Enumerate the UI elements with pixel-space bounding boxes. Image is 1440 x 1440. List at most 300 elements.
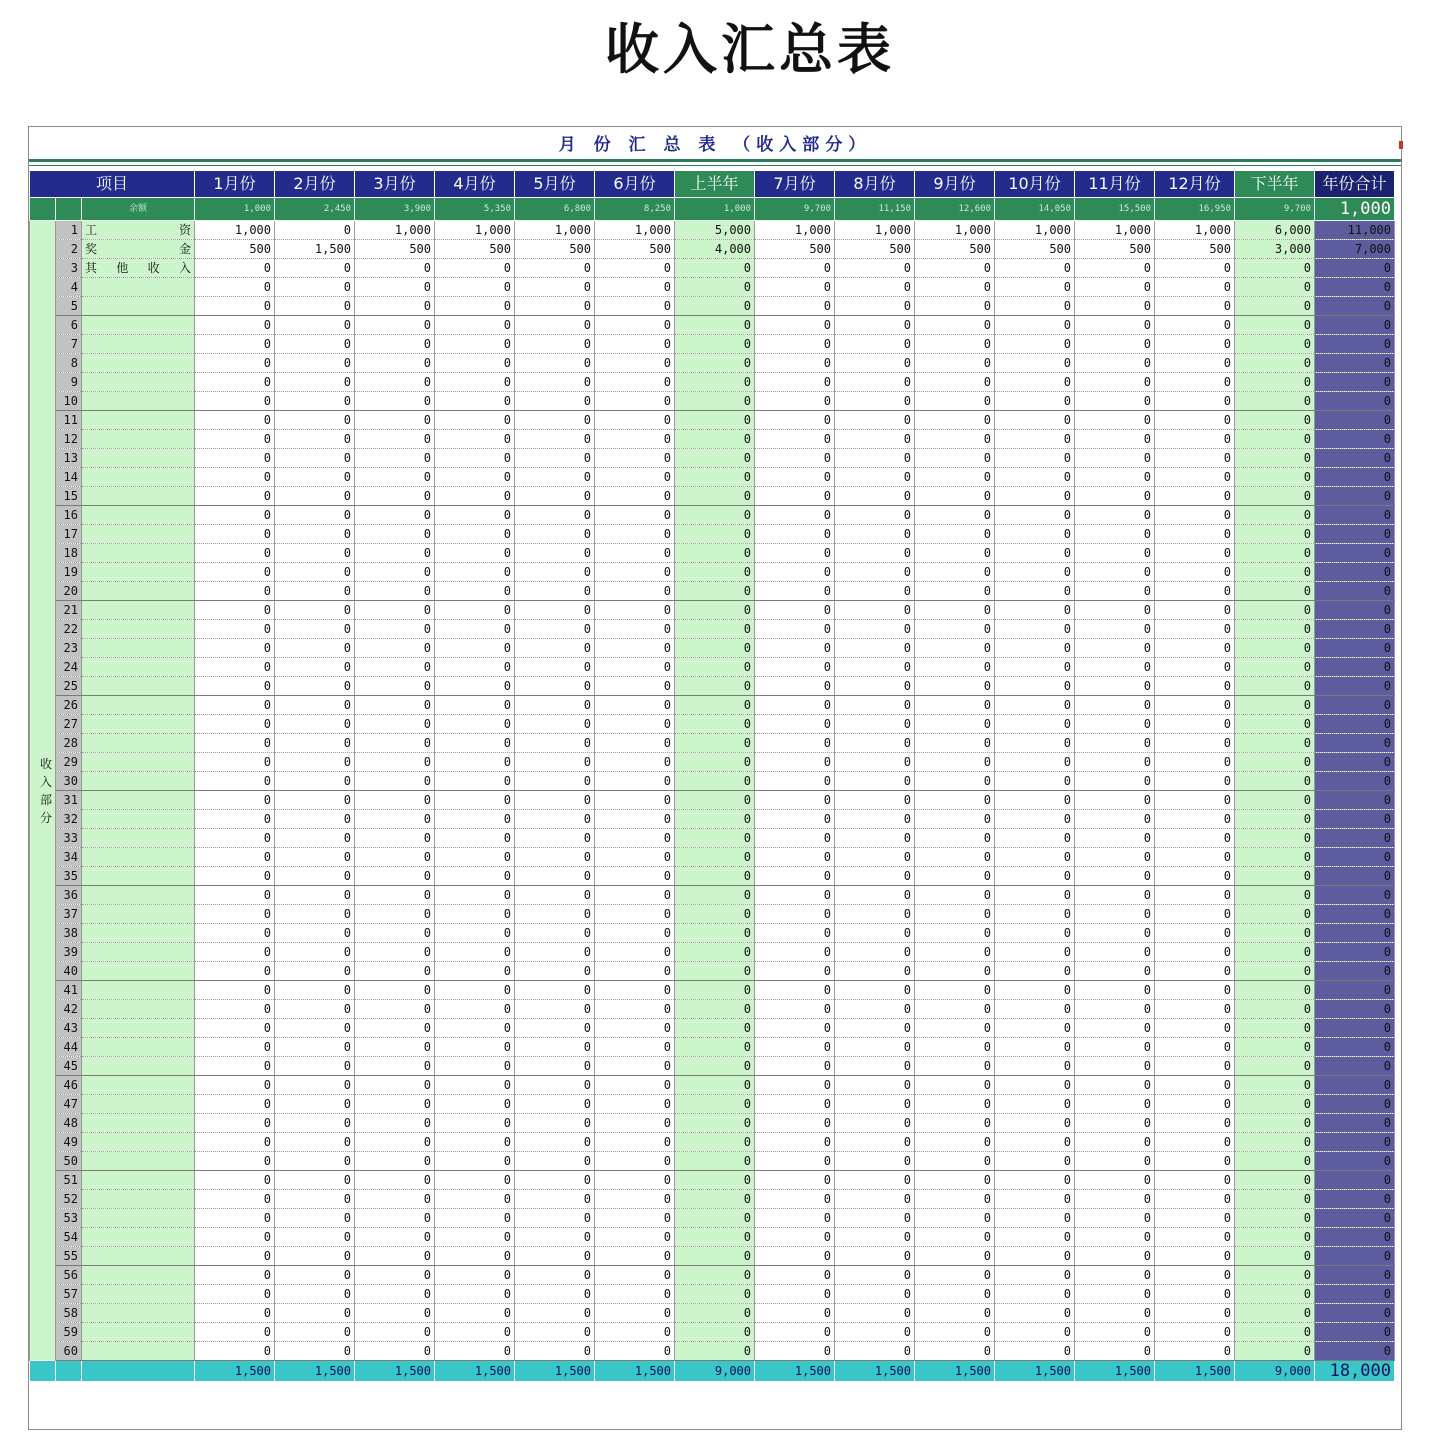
value-cell[interactable]: 0: [995, 544, 1075, 563]
value-cell[interactable]: 0: [1235, 506, 1315, 525]
value-cell[interactable]: 0: [195, 563, 275, 582]
value-cell[interactable]: 0: [755, 1266, 835, 1285]
value-cell[interactable]: 0: [515, 1304, 595, 1323]
value-cell[interactable]: 0: [515, 962, 595, 981]
row-item[interactable]: [82, 430, 195, 449]
value-cell[interactable]: 0: [1315, 677, 1395, 696]
value-cell[interactable]: 0: [195, 791, 275, 810]
value-cell[interactable]: 0: [1155, 1038, 1235, 1057]
value-cell[interactable]: 0: [1075, 582, 1155, 601]
value-cell[interactable]: 0: [1155, 563, 1235, 582]
value-cell[interactable]: 0: [755, 620, 835, 639]
value-cell[interactable]: 0: [835, 791, 915, 810]
value-cell[interactable]: 0: [435, 1342, 515, 1361]
value-cell[interactable]: 0: [515, 715, 595, 734]
value-cell[interactable]: 0: [1235, 1304, 1315, 1323]
value-cell[interactable]: 0: [995, 772, 1075, 791]
value-cell[interactable]: 0: [1315, 1076, 1395, 1095]
value-cell[interactable]: 0: [595, 1171, 675, 1190]
value-cell[interactable]: 0: [195, 867, 275, 886]
value-cell[interactable]: 0: [195, 582, 275, 601]
totals-cell[interactable]: 9,000: [1235, 1361, 1315, 1382]
value-cell[interactable]: 0: [515, 677, 595, 696]
value-cell[interactable]: 0: [1155, 1057, 1235, 1076]
value-cell[interactable]: 0: [275, 772, 355, 791]
value-cell[interactable]: 500: [595, 240, 675, 259]
value-cell[interactable]: 0: [675, 905, 755, 924]
value-cell[interactable]: 0: [1235, 1171, 1315, 1190]
value-cell[interactable]: 0: [675, 734, 755, 753]
value-cell[interactable]: 0: [595, 981, 675, 1000]
value-cell[interactable]: 0: [515, 791, 595, 810]
value-cell[interactable]: 0: [595, 924, 675, 943]
value-cell[interactable]: 0: [595, 753, 675, 772]
value-cell[interactable]: 0: [675, 639, 755, 658]
value-cell[interactable]: 0: [915, 316, 995, 335]
value-cell[interactable]: 0: [595, 829, 675, 848]
value-cell[interactable]: 4,000: [675, 240, 755, 259]
value-cell[interactable]: 0: [355, 886, 435, 905]
value-cell[interactable]: 0: [915, 373, 995, 392]
value-cell[interactable]: 0: [595, 943, 675, 962]
value-cell[interactable]: 0: [755, 354, 835, 373]
value-cell[interactable]: 0: [275, 1304, 355, 1323]
value-cell[interactable]: 0: [515, 886, 595, 905]
value-cell[interactable]: 0: [435, 1076, 515, 1095]
value-cell[interactable]: 0: [595, 905, 675, 924]
value-cell[interactable]: 0: [675, 677, 755, 696]
value-cell[interactable]: 0: [355, 373, 435, 392]
value-cell[interactable]: 0: [995, 1019, 1075, 1038]
value-cell[interactable]: 0: [915, 791, 995, 810]
value-cell[interactable]: 0: [755, 829, 835, 848]
value-cell[interactable]: 0: [355, 316, 435, 335]
value-cell[interactable]: 0: [1235, 829, 1315, 848]
value-cell[interactable]: 0: [1155, 753, 1235, 772]
value-cell[interactable]: 0: [1075, 1266, 1155, 1285]
value-cell[interactable]: 0: [755, 1342, 835, 1361]
value-cell[interactable]: 0: [995, 297, 1075, 316]
value-cell[interactable]: 0: [675, 430, 755, 449]
value-cell[interactable]: 0: [355, 259, 435, 278]
row-item[interactable]: [82, 468, 195, 487]
value-cell[interactable]: 0: [355, 943, 435, 962]
value-cell[interactable]: 0: [595, 810, 675, 829]
value-cell[interactable]: 0: [995, 1171, 1075, 1190]
value-cell[interactable]: 0: [435, 1190, 515, 1209]
value-cell[interactable]: 0: [435, 1038, 515, 1057]
value-cell[interactable]: 0: [195, 1171, 275, 1190]
value-cell[interactable]: 0: [835, 1323, 915, 1342]
value-cell[interactable]: 0: [1155, 1152, 1235, 1171]
value-cell[interactable]: 0: [835, 1057, 915, 1076]
value-cell[interactable]: 0: [835, 620, 915, 639]
value-cell[interactable]: 0: [275, 981, 355, 1000]
value-cell[interactable]: 0: [515, 544, 595, 563]
totals-cell[interactable]: 18,000: [1315, 1361, 1395, 1382]
value-cell[interactable]: 0: [595, 1304, 675, 1323]
value-cell[interactable]: 0: [675, 1076, 755, 1095]
value-cell[interactable]: 0: [195, 1152, 275, 1171]
value-cell[interactable]: 0: [1315, 1057, 1395, 1076]
value-cell[interactable]: 0: [515, 639, 595, 658]
value-cell[interactable]: 0: [915, 1342, 995, 1361]
value-cell[interactable]: 0: [995, 354, 1075, 373]
value-cell[interactable]: 0: [275, 582, 355, 601]
value-cell[interactable]: 0: [675, 449, 755, 468]
totals-cell[interactable]: 1,500: [435, 1361, 515, 1382]
value-cell[interactable]: 0: [595, 1076, 675, 1095]
value-cell[interactable]: 0: [755, 696, 835, 715]
value-cell[interactable]: 0: [195, 525, 275, 544]
value-cell[interactable]: 0: [755, 848, 835, 867]
value-cell[interactable]: 0: [755, 392, 835, 411]
value-cell[interactable]: 0: [435, 1114, 515, 1133]
value-cell[interactable]: 0: [995, 696, 1075, 715]
value-cell[interactable]: 0: [595, 259, 675, 278]
value-cell[interactable]: 0: [1235, 810, 1315, 829]
value-cell[interactable]: 0: [195, 316, 275, 335]
value-cell[interactable]: 0: [995, 981, 1075, 1000]
value-cell[interactable]: 0: [1075, 867, 1155, 886]
value-cell[interactable]: 0: [1315, 354, 1395, 373]
value-cell[interactable]: 0: [435, 620, 515, 639]
value-cell[interactable]: 0: [1075, 1342, 1155, 1361]
value-cell[interactable]: 0: [1235, 278, 1315, 297]
value-cell[interactable]: 0: [1315, 867, 1395, 886]
value-cell[interactable]: 0: [595, 563, 675, 582]
value-cell[interactable]: 0: [1235, 1114, 1315, 1133]
value-cell[interactable]: 0: [995, 335, 1075, 354]
row-item[interactable]: [82, 563, 195, 582]
value-cell[interactable]: 0: [515, 373, 595, 392]
totals-cell[interactable]: 1,500: [355, 1361, 435, 1382]
value-cell[interactable]: 0: [915, 620, 995, 639]
value-cell[interactable]: 0: [675, 1095, 755, 1114]
value-cell[interactable]: 0: [755, 1190, 835, 1209]
row-item[interactable]: [82, 392, 195, 411]
value-cell[interactable]: 0: [355, 981, 435, 1000]
value-cell[interactable]: 0: [675, 278, 755, 297]
value-cell[interactable]: 5,000: [675, 221, 755, 240]
row-item[interactable]: [82, 544, 195, 563]
value-cell[interactable]: 0: [1075, 1000, 1155, 1019]
value-cell[interactable]: 0: [595, 658, 675, 677]
value-cell[interactable]: 0: [435, 848, 515, 867]
value-cell[interactable]: 0: [675, 316, 755, 335]
value-cell[interactable]: 0: [755, 905, 835, 924]
value-cell[interactable]: 500: [755, 240, 835, 259]
value-cell[interactable]: 0: [435, 259, 515, 278]
value-cell[interactable]: 0: [1155, 278, 1235, 297]
value-cell[interactable]: 0: [355, 1057, 435, 1076]
value-cell[interactable]: 0: [675, 582, 755, 601]
value-cell[interactable]: 0: [995, 601, 1075, 620]
value-cell[interactable]: 0: [995, 392, 1075, 411]
value-cell[interactable]: 0: [275, 525, 355, 544]
value-cell[interactable]: 0: [355, 715, 435, 734]
value-cell[interactable]: 0: [1075, 639, 1155, 658]
value-cell[interactable]: 0: [1075, 259, 1155, 278]
value-cell[interactable]: 0: [595, 1228, 675, 1247]
value-cell[interactable]: 0: [195, 848, 275, 867]
row-item[interactable]: [82, 335, 195, 354]
value-cell[interactable]: 0: [755, 1114, 835, 1133]
value-cell[interactable]: 0: [515, 525, 595, 544]
value-cell[interactable]: 0: [1155, 1000, 1235, 1019]
value-cell[interactable]: 500: [195, 240, 275, 259]
value-cell[interactable]: 0: [995, 734, 1075, 753]
value-cell[interactable]: 0: [755, 1247, 835, 1266]
value-cell[interactable]: 0: [435, 1019, 515, 1038]
row-item[interactable]: [82, 734, 195, 753]
value-cell[interactable]: 0: [755, 506, 835, 525]
value-cell[interactable]: 0: [1155, 1247, 1235, 1266]
value-cell[interactable]: 0: [195, 1057, 275, 1076]
value-cell[interactable]: 0: [435, 373, 515, 392]
balance-cell[interactable]: 16,950: [1155, 198, 1235, 221]
value-cell[interactable]: 0: [595, 1323, 675, 1342]
value-cell[interactable]: 0: [595, 335, 675, 354]
value-cell[interactable]: 0: [1235, 316, 1315, 335]
value-cell[interactable]: 0: [995, 1323, 1075, 1342]
value-cell[interactable]: 0: [1075, 715, 1155, 734]
row-item[interactable]: [82, 1038, 195, 1057]
value-cell[interactable]: 0: [275, 715, 355, 734]
value-cell[interactable]: 0: [515, 1000, 595, 1019]
value-cell[interactable]: 0: [355, 1209, 435, 1228]
balance-cell[interactable]: 9,700: [755, 198, 835, 221]
value-cell[interactable]: 0: [1155, 544, 1235, 563]
value-cell[interactable]: 0: [435, 392, 515, 411]
value-cell[interactable]: 1,000: [915, 221, 995, 240]
value-cell[interactable]: 0: [275, 886, 355, 905]
value-cell[interactable]: 0: [435, 278, 515, 297]
value-cell[interactable]: 0: [915, 1019, 995, 1038]
value-cell[interactable]: 0: [1155, 639, 1235, 658]
value-cell[interactable]: 0: [1235, 886, 1315, 905]
value-cell[interactable]: 0: [195, 924, 275, 943]
value-cell[interactable]: 0: [675, 1228, 755, 1247]
value-cell[interactable]: 0: [835, 1228, 915, 1247]
value-cell[interactable]: 0: [915, 1209, 995, 1228]
value-cell[interactable]: 0: [755, 487, 835, 506]
value-cell[interactable]: 0: [915, 392, 995, 411]
value-cell[interactable]: 0: [1155, 848, 1235, 867]
value-cell[interactable]: 0: [355, 335, 435, 354]
value-cell[interactable]: 1,000: [435, 221, 515, 240]
value-cell[interactable]: 0: [835, 316, 915, 335]
value-cell[interactable]: 500: [835, 240, 915, 259]
value-cell[interactable]: 0: [835, 924, 915, 943]
row-item[interactable]: [82, 1114, 195, 1133]
value-cell[interactable]: 0: [355, 1228, 435, 1247]
value-cell[interactable]: 0: [675, 1171, 755, 1190]
value-cell[interactable]: 0: [835, 677, 915, 696]
value-cell[interactable]: 0: [675, 297, 755, 316]
value-cell[interactable]: 0: [595, 1057, 675, 1076]
value-cell[interactable]: 0: [1315, 259, 1395, 278]
totals-cell[interactable]: 9,000: [675, 1361, 755, 1382]
value-cell[interactable]: 0: [515, 905, 595, 924]
value-cell[interactable]: 0: [1155, 696, 1235, 715]
value-cell[interactable]: 0: [1315, 297, 1395, 316]
value-cell[interactable]: 0: [1315, 487, 1395, 506]
row-item[interactable]: [82, 1228, 195, 1247]
value-cell[interactable]: 0: [995, 1000, 1075, 1019]
value-cell[interactable]: 0: [1155, 373, 1235, 392]
value-cell[interactable]: 0: [1315, 449, 1395, 468]
value-cell[interactable]: 0: [915, 1095, 995, 1114]
value-cell[interactable]: 0: [915, 1266, 995, 1285]
value-cell[interactable]: 0: [595, 1209, 675, 1228]
value-cell[interactable]: 0: [275, 943, 355, 962]
value-cell[interactable]: 0: [1235, 544, 1315, 563]
value-cell[interactable]: 0: [995, 1304, 1075, 1323]
value-cell[interactable]: 0: [1315, 563, 1395, 582]
value-cell[interactable]: 0: [675, 867, 755, 886]
value-cell[interactable]: 0: [435, 1266, 515, 1285]
value-cell[interactable]: 0: [1315, 525, 1395, 544]
value-cell[interactable]: 0: [435, 1171, 515, 1190]
row-item[interactable]: [82, 1209, 195, 1228]
value-cell[interactable]: 0: [835, 449, 915, 468]
balance-cell[interactable]: 15,500: [1075, 198, 1155, 221]
value-cell[interactable]: 0: [1075, 620, 1155, 639]
value-cell[interactable]: 0: [195, 373, 275, 392]
value-cell[interactable]: 0: [915, 506, 995, 525]
value-cell[interactable]: 0: [995, 791, 1075, 810]
value-cell[interactable]: 0: [275, 620, 355, 639]
value-cell[interactable]: 0: [915, 772, 995, 791]
value-cell[interactable]: 0: [435, 468, 515, 487]
value-cell[interactable]: 0: [915, 981, 995, 1000]
value-cell[interactable]: 0: [195, 1000, 275, 1019]
value-cell[interactable]: 0: [515, 1190, 595, 1209]
value-cell[interactable]: 0: [595, 1247, 675, 1266]
value-cell[interactable]: 0: [835, 525, 915, 544]
value-cell[interactable]: 0: [675, 335, 755, 354]
value-cell[interactable]: 0: [1315, 715, 1395, 734]
row-item[interactable]: [82, 449, 195, 468]
value-cell[interactable]: 0: [995, 1228, 1075, 1247]
value-cell[interactable]: 0: [755, 677, 835, 696]
value-cell[interactable]: 0: [275, 1114, 355, 1133]
value-cell[interactable]: 0: [835, 487, 915, 506]
value-cell[interactable]: 0: [355, 734, 435, 753]
value-cell[interactable]: 0: [435, 297, 515, 316]
row-item[interactable]: [82, 1000, 195, 1019]
value-cell[interactable]: 0: [915, 1057, 995, 1076]
value-cell[interactable]: 0: [675, 943, 755, 962]
value-cell[interactable]: 0: [1155, 981, 1235, 1000]
value-cell[interactable]: 0: [1315, 639, 1395, 658]
value-cell[interactable]: 0: [1155, 924, 1235, 943]
value-cell[interactable]: 0: [835, 753, 915, 772]
value-cell[interactable]: 0: [915, 962, 995, 981]
value-cell[interactable]: 0: [595, 411, 675, 430]
value-cell[interactable]: 0: [515, 259, 595, 278]
value-cell[interactable]: 0: [515, 867, 595, 886]
value-cell[interactable]: 0: [835, 829, 915, 848]
value-cell[interactable]: 0: [1075, 1209, 1155, 1228]
value-cell[interactable]: 0: [835, 259, 915, 278]
value-cell[interactable]: 0: [1155, 772, 1235, 791]
value-cell[interactable]: 0: [755, 297, 835, 316]
value-cell[interactable]: 0: [435, 487, 515, 506]
value-cell[interactable]: 0: [195, 506, 275, 525]
value-cell[interactable]: 0: [1315, 886, 1395, 905]
value-cell[interactable]: 0: [675, 1019, 755, 1038]
value-cell[interactable]: 0: [1235, 772, 1315, 791]
value-cell[interactable]: 0: [995, 430, 1075, 449]
value-cell[interactable]: 0: [355, 772, 435, 791]
value-cell[interactable]: 0: [755, 981, 835, 1000]
value-cell[interactable]: 0: [1155, 1209, 1235, 1228]
value-cell[interactable]: 0: [1235, 924, 1315, 943]
value-cell[interactable]: 0: [1235, 1095, 1315, 1114]
value-cell[interactable]: 0: [675, 1190, 755, 1209]
value-cell[interactable]: 0: [1155, 449, 1235, 468]
totals-cell[interactable]: 1,500: [195, 1361, 275, 1382]
value-cell[interactable]: 0: [1155, 1019, 1235, 1038]
value-cell[interactable]: 0: [755, 563, 835, 582]
value-cell[interactable]: 0: [755, 335, 835, 354]
value-cell[interactable]: 0: [915, 525, 995, 544]
value-cell[interactable]: 0: [275, 1000, 355, 1019]
value-cell[interactable]: 0: [515, 943, 595, 962]
value-cell[interactable]: 0: [435, 1000, 515, 1019]
row-item[interactable]: [82, 411, 195, 430]
value-cell[interactable]: 0: [1075, 658, 1155, 677]
value-cell[interactable]: 0: [1235, 335, 1315, 354]
value-cell[interactable]: 0: [595, 1342, 675, 1361]
value-cell[interactable]: 0: [275, 1323, 355, 1342]
value-cell[interactable]: 0: [1155, 392, 1235, 411]
value-cell[interactable]: 0: [595, 1133, 675, 1152]
value-cell[interactable]: 0: [515, 487, 595, 506]
value-cell[interactable]: 0: [995, 810, 1075, 829]
value-cell[interactable]: 0: [1235, 1228, 1315, 1247]
value-cell[interactable]: 0: [755, 810, 835, 829]
value-cell[interactable]: 0: [1315, 791, 1395, 810]
value-cell[interactable]: 0: [515, 297, 595, 316]
value-cell[interactable]: 0: [435, 829, 515, 848]
value-cell[interactable]: 0: [355, 1038, 435, 1057]
value-cell[interactable]: 0: [995, 411, 1075, 430]
value-cell[interactable]: 0: [595, 962, 675, 981]
value-cell[interactable]: 0: [195, 544, 275, 563]
value-cell[interactable]: 0: [195, 962, 275, 981]
value-cell[interactable]: 3,000: [1235, 240, 1315, 259]
row-item[interactable]: [82, 1152, 195, 1171]
value-cell[interactable]: 0: [915, 601, 995, 620]
balance-cell[interactable]: 3,900: [355, 198, 435, 221]
value-cell[interactable]: 0: [1235, 430, 1315, 449]
value-cell[interactable]: 0: [355, 297, 435, 316]
value-cell[interactable]: 0: [675, 848, 755, 867]
value-cell[interactable]: 0: [835, 1152, 915, 1171]
value-cell[interactable]: 0: [275, 1266, 355, 1285]
value-cell[interactable]: 0: [835, 696, 915, 715]
value-cell[interactable]: 0: [355, 1323, 435, 1342]
row-item[interactable]: [82, 848, 195, 867]
value-cell[interactable]: 0: [755, 430, 835, 449]
value-cell[interactable]: 0: [275, 1285, 355, 1304]
row-item[interactable]: [82, 772, 195, 791]
value-cell[interactable]: 0: [1155, 525, 1235, 544]
value-cell[interactable]: 0: [995, 316, 1075, 335]
